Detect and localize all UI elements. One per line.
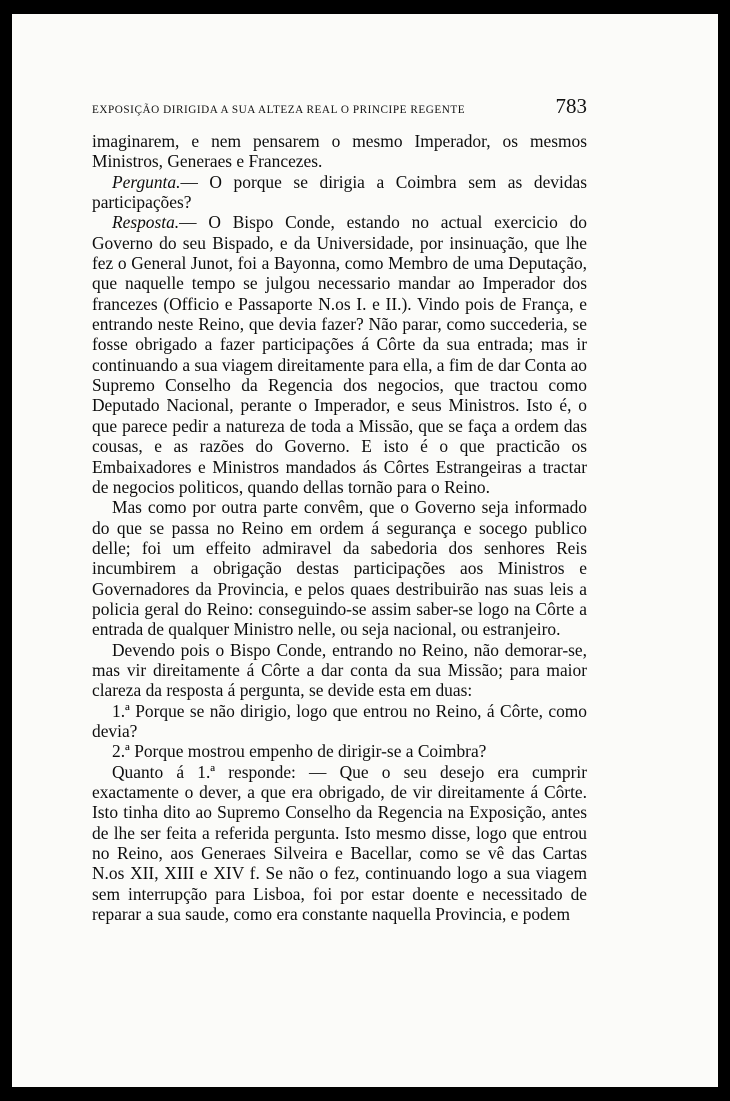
- paragraph-question: [92, 172, 587, 213]
- paragraph: Devendo pois o Bispo Conde, entrando no Reino, não demorar-se, mas vir direitamente á Côrte a dar conta da sua Missão; para maior clareza da resposta á pergunta, se devide esta em duas:: [92, 639, 587, 701]
- page-number: 783: [555, 94, 587, 118]
- paragraph-continuation: imaginarem, e nem pensarem o mesmo Imperador, os mesmos Ministros, Generaes e Francezes.: [92, 131, 587, 172]
- answer-label: Resposta.: [112, 212, 180, 233]
- paragraph: Mas como por outra parte convêm, que o Governo seja informado do que se passa no Reino em ordem á segurança e socego publico delle; foi um effeito admiravel da sabedoria dos senhores Reis incumbirem a obrigação destas participações aos Ministros e Governadores da Provincia, e pelos quaes destribuirão nas suas leis a policia geral do Reino: conseguindo-se assim saber-se logo na Côrte a entrada de qualquer Ministro nelle, ou seja nacional, ou estranjeiro.: [92, 497, 587, 640]
- paragraph-answer: [92, 212, 587, 497]
- answer-text: — O Bispo Conde, estando no actual exercicio do Governo do seu Bispado, e da Universidade, por insinuação, que lhe fez o General Junot, foi a Bayonna, como Membro de uma Deputação, que naquelle tempo se julgou necessario mandar ao Imperador dos francezes (Officio e Passaporte N.os I. e II.). Vindo pois de França, e entrando neste Reino, que devia fazer? Não parar, como succederia, se fosse obrigado a fazer participações á Côrte da sua entrada; mas ir continuando a sua viagem direitamente para ella, a fim de dar Conta ao Supremo Conselho da Regencia dos negocios, que tractou como Deputado Nacional, perante o Imperador, e seus Ministros. Isto é, o que parece pedir a natureza de toda a Missão, que se faça a ordem das cousas, e as razões do Governo. E isto é o que practicão os Embaixadores e Ministros mandados ás Côrtes Estrangeiras a tractar de negocios politicos, quando dellas tornão para o Reino.: [92, 212, 587, 497]
- document-page: [12, 14, 718, 1087]
- paragraph-point-1: 1.ª Porque se não dirigio, logo que entrou no Reino, á Côrte, como devia?: [92, 700, 587, 741]
- question-text: — O porque se dirigia a Coimbra sem as devidas participações?: [92, 171, 587, 213]
- question-label: Pergunta.: [112, 171, 181, 192]
- paragraph: Quanto á 1.ª responde: — Que o seu desejo era cumprir exactamente o dever, a que era obrigado, de vir direitamente á Côrte. Isto tinha dito ao Supremo Conselho da Regencia na Exposição, antes de lhe ser feita a referida pergunta. Isto mesmo disse, logo que entrou no Reino, aos Generaes Silveira e Bacellar, como se vê das Cartas N.os XII, XIII e XIV f. Se não o fez, continuando logo a sua viagem sem interrupção para Lisboa, foi por estar doente e necessitado de reparar a sua saude, como era constante naquella Provincia, e podem: [92, 761, 587, 925]
- body-text: [92, 131, 587, 924]
- paragraph-point-2: 2.ª Porque mostrou empenho de dirigir-se a Coimbra?: [112, 741, 487, 762]
- running-title: EXPOSIÇÃO DIRIGIDA A SUA ALTEZA REAL O PRINCIPE REGENTE: [92, 104, 466, 116]
- page-header: [92, 94, 587, 124]
